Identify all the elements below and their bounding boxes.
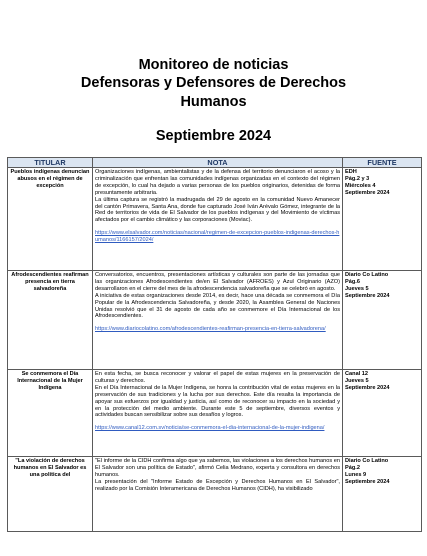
table-row — [8, 457, 422, 532]
table-row — [8, 168, 422, 271]
document-title — [0, 56, 427, 112]
nota-paragraph: Conversatorios, encuentros, presentaciones artísticas y culturales son parte de las jornadas que las organizaciones Afrodescendientes de/en El Salvador (AFROES) y Azul Originario (AZO) desarrollaron en el cierre del mes de la afrodescendencia salvadoreña que se celebró en agosto. — [95, 272, 340, 292]
row-nota — [93, 457, 343, 532]
nota-paragraph: La presentación del "Informe Estado de Excepción y Derechos Humanos en El Salvador", realizado por la Comisión Interamericana de Derechos Humanos (CIDH), ha visibilizado — [95, 478, 340, 492]
table-row — [8, 370, 422, 457]
news-table — [7, 157, 422, 532]
nota-paragraph: En esta fecha, se busca reconocer y valorar el papel de estas mujeres en la preservación de culturas y derechos. — [95, 371, 340, 384]
fuente-pagina: Pág.2 y 3 — [345, 175, 370, 182]
fuente-mes: Septiembre 2024 — [345, 189, 390, 196]
source-link[interactable]: https://www.diariocolatino.com/afrodescendientes-reafirman-presencia-en-tierra-salvadorena/ — [95, 326, 326, 333]
nota-paragraph: A iniciativa de estas organizaciones desde 2014, es decir, hace una década se conmemora el Día Popular de la Afrodescendencia Salvadoreña, y desde 2020, la Asamblea General de Naciones Unidas resolvió que el 31 de agosto de cada año se conmemore el Día Internacional de los Afrodescendientes. — [95, 292, 340, 320]
fuente-dia: Miércoles 4 — [345, 182, 376, 189]
nota-paragraph: Organizaciones indígenas, ambientalistas y de la defensa del territorio denunciaron el acoso y la criminalización que enfrentan las comunidades indígenas organizadas en el contexto del régimen de excepción, lo cual ha dejado a varias personas de los pueblos originarios, detenidas de forma presuntamente arbitraria. — [95, 169, 340, 196]
row-fuente — [343, 457, 422, 532]
nota-paragraph: La última captura se registró la madrugada del 29 de agosto en la comunidad Nuevo Amanecer del cantón Primavera, Santa Ana, donde fue capturado José Iván Arévalo Gómez, integrante de la Red de territorios de vida de El Salvador de los pueblos indígenas y del Movimiento de víctimas afectados por el cambio climático y las corporaciones (Moviac). — [95, 196, 340, 224]
fuente-dia: Lunes 9 — [345, 471, 367, 478]
fuente-mes: Septiembre 2024 — [345, 292, 390, 299]
fuente-pagina: Pág.6 — [345, 278, 360, 285]
row-nota — [93, 168, 343, 271]
row-nota — [93, 271, 343, 370]
fuente-medio: Canal 12 — [345, 371, 369, 377]
row-titular: Se conmemora el Día Internacional de la Mujer Indígena — [8, 370, 93, 457]
row-nota — [93, 370, 343, 457]
fuente-mes: Septiembre 2024 — [345, 384, 390, 391]
table-header-row — [8, 158, 422, 168]
row-titular: Pueblos indígenas denuncian abusos en el régimen de excepción — [8, 168, 93, 271]
month-heading: Septiembre 2024 — [155, 128, 272, 144]
nota-paragraph: En el Día Internacional de la Mujer Indígena, se honra la contribución vital de estas mujeres en la preservación de sus tradiciones y la lucha por sus derechos. Este día resalta la importancia de apoyar sus esfuerzos por igualdad y justicia, así como de reconocer su impacto en la sociedad y en la protección del medio ambiente. Durante este 5 de septiembre, diversos eventos y actividades buscan sensibilizar sobre sus desafíos y logros. — [95, 384, 340, 419]
fuente-medio: EDH — [345, 169, 357, 175]
row-fuente — [343, 370, 422, 457]
row-fuente — [343, 271, 422, 370]
title-line-3: Humanos — [180, 94, 247, 110]
row-fuente — [343, 168, 422, 271]
header-titular: TITULAR — [8, 158, 93, 168]
fuente-mes: Septiembre 2024 — [345, 478, 390, 485]
row-titular: "La violación de derechos humanos en El Salvador es una política del — [8, 457, 93, 532]
source-link[interactable]: https://www.canal12.com.sv/noticia/se-conmemora-el-dia-internacional-de-la-mujer-indigena/ — [95, 425, 325, 432]
fuente-pagina: Pág.2 — [345, 464, 360, 471]
title-line-2: Defensoras y Defensores de Derechos — [80, 75, 347, 91]
header-fuente: FUENTE — [343, 158, 422, 168]
fuente-dia: Jueves 5 — [345, 285, 369, 292]
fuente-medio: Diario Co Latino — [345, 272, 389, 278]
fuente-medio: Diario Co Latino — [345, 458, 389, 464]
table-row — [8, 271, 422, 370]
header-nota: NOTA — [93, 158, 343, 168]
source-link[interactable]: https://www.elsalvador.com/noticias/nacional/regimen-de-excepcion-pueblos-indigenas-derechos-humanos/1166157/2024/ — [95, 230, 340, 244]
nota-paragraph: "El informe de la CIDH confirma algo que ya sabemos, las violaciones a los derechos humanos en El Salvador son una política de Estado", afirmó Celia Medrano, experta y consultora en derechos humanos. — [95, 458, 340, 478]
row-titular: Afrodescendientes reafirman presencia en tierra salvadoreña — [8, 271, 93, 370]
title-line-1: Monitoreo de noticias — [138, 57, 289, 73]
fuente-dia: Jueves 5 — [345, 377, 369, 384]
